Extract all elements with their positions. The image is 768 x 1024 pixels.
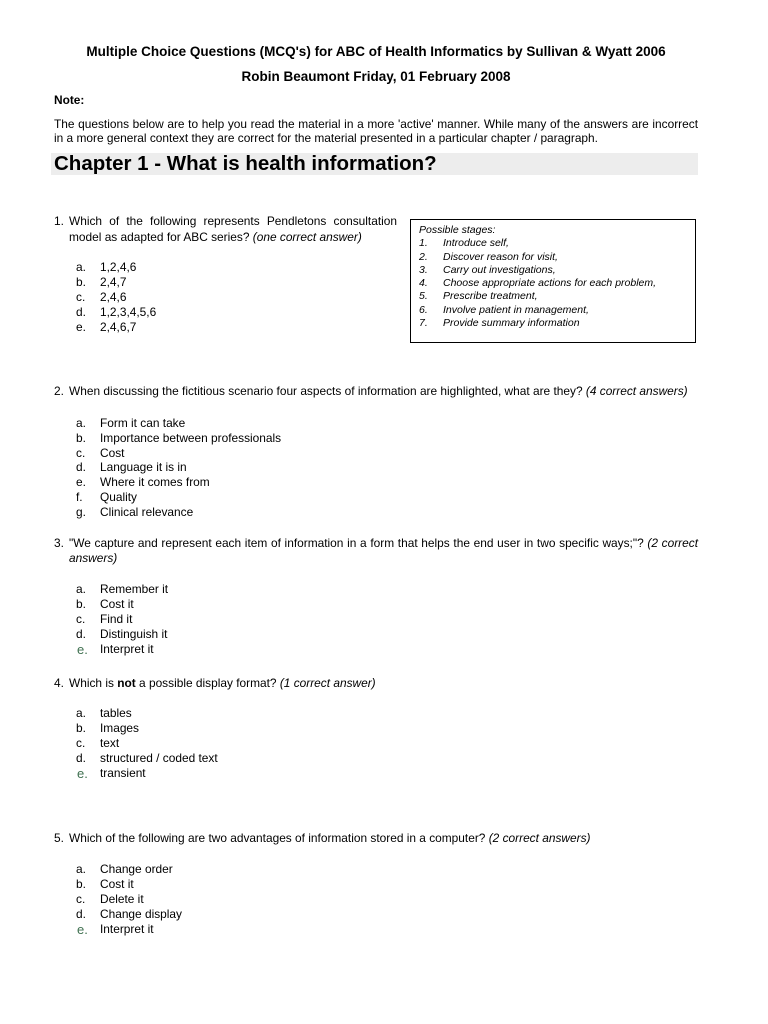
option-text: transient bbox=[100, 766, 146, 780]
option-item bbox=[54, 597, 374, 612]
options-list bbox=[54, 862, 374, 937]
option-letter: a. bbox=[76, 260, 86, 274]
question-5 bbox=[54, 830, 698, 846]
question-text-block bbox=[54, 536, 698, 566]
option-item bbox=[54, 416, 374, 431]
chapter-heading: Chapter 1 - What is health information? bbox=[54, 152, 437, 175]
option-text: Interpret it bbox=[100, 642, 154, 656]
option-item bbox=[54, 862, 374, 877]
question-number: 4. bbox=[54, 676, 64, 690]
option-letter: c. bbox=[76, 612, 86, 626]
author-date-line: Robin Beaumont Friday, 01 February 2008 bbox=[241, 69, 511, 84]
stage-item bbox=[419, 290, 687, 303]
stage-item bbox=[419, 304, 687, 317]
question-text: Which is bbox=[69, 676, 118, 690]
question-text-block bbox=[54, 383, 698, 399]
option-text: tables bbox=[100, 706, 132, 720]
option-text: 1,2,4,6 bbox=[100, 260, 137, 274]
stage-item bbox=[419, 251, 687, 264]
possible-stages-heading: Possible stages: bbox=[419, 224, 496, 236]
option-item bbox=[54, 431, 374, 446]
stage-item bbox=[419, 277, 687, 290]
option-item bbox=[54, 892, 374, 907]
option-letter: c. bbox=[76, 892, 86, 906]
option-item bbox=[54, 320, 374, 335]
option-item bbox=[54, 907, 374, 922]
stage-number: 2. bbox=[419, 250, 428, 263]
option-text: Change order bbox=[100, 862, 173, 876]
question-2 bbox=[54, 383, 698, 399]
option-letter: b. bbox=[76, 275, 86, 289]
option-item bbox=[54, 490, 374, 505]
question-number: 5. bbox=[54, 831, 64, 845]
stage-item bbox=[419, 317, 687, 330]
question-4 bbox=[54, 675, 698, 691]
option-text: Language it is in bbox=[100, 460, 187, 475]
option-letter: e. bbox=[77, 766, 88, 781]
option-text: Importance between professionals bbox=[100, 430, 282, 445]
answer-count-hint: (4 correct answers) bbox=[585, 384, 688, 398]
options-list bbox=[54, 582, 374, 657]
option-text: Remember it bbox=[100, 582, 169, 596]
option-item bbox=[54, 627, 374, 642]
option-item bbox=[54, 475, 374, 490]
option-letter: f. bbox=[76, 489, 83, 504]
option-item bbox=[54, 642, 374, 657]
option-text: 2,4,7 bbox=[100, 275, 127, 289]
option-letter: a. bbox=[76, 416, 86, 430]
option-letter: e. bbox=[76, 475, 86, 490]
option-item bbox=[54, 612, 374, 627]
answer-count-hint: (2 correct answers) bbox=[69, 536, 699, 565]
option-text: Cost it bbox=[100, 597, 134, 611]
option-item bbox=[54, 505, 374, 520]
note-text: The questions below are to help you read the material in a more 'active' manner. While many of the answers are incorrect in a more general context they are correct for the material presented in a particular chapter / paragraph. bbox=[54, 117, 698, 145]
option-letter: a. bbox=[76, 582, 86, 596]
question-3 bbox=[54, 536, 698, 566]
stage-text: Discover reason for visit, bbox=[443, 250, 558, 263]
question-number: 1. bbox=[54, 214, 64, 228]
stage-number: 1. bbox=[419, 237, 428, 250]
option-letter: a. bbox=[76, 706, 86, 720]
option-letter: b. bbox=[76, 597, 86, 611]
stage-number: 4. bbox=[419, 277, 428, 290]
stage-text: Choose appropriate actions for each problem, bbox=[443, 277, 657, 290]
answer-count-hint: (one correct answer) bbox=[252, 230, 362, 244]
note-label: Note: bbox=[54, 93, 85, 107]
option-item bbox=[54, 446, 374, 461]
stage-item bbox=[419, 264, 687, 277]
chapter-heading-bar bbox=[51, 153, 698, 175]
stage-text: Involve patient in management, bbox=[443, 303, 589, 316]
option-text: 2,4,6 bbox=[100, 290, 127, 304]
options-list bbox=[54, 706, 374, 781]
option-text: Delete it bbox=[100, 892, 144, 906]
option-letter: b. bbox=[76, 721, 86, 735]
question-text-block bbox=[54, 830, 698, 846]
stage-number: 7. bbox=[419, 317, 428, 330]
stage-text: Provide summary information bbox=[443, 317, 580, 330]
option-text: Change display bbox=[100, 907, 182, 921]
question-text: a possible display format? bbox=[135, 676, 277, 690]
option-text: Where it comes from bbox=[100, 475, 210, 490]
option-item bbox=[54, 706, 374, 721]
option-letter: c. bbox=[76, 445, 86, 460]
question-text-block bbox=[54, 213, 397, 245]
option-item bbox=[54, 766, 374, 781]
option-letter: d. bbox=[76, 751, 86, 765]
option-item bbox=[54, 305, 374, 320]
stage-item bbox=[419, 237, 687, 250]
question-number: 3. bbox=[54, 536, 64, 550]
stage-number: 3. bbox=[419, 263, 428, 276]
option-item bbox=[54, 260, 374, 275]
option-item bbox=[54, 275, 374, 290]
option-letter: d. bbox=[76, 907, 86, 921]
question-1 bbox=[54, 213, 397, 245]
option-item bbox=[54, 751, 374, 766]
option-text: structured / coded text bbox=[100, 751, 218, 765]
stage-text: Carry out investigations, bbox=[443, 263, 556, 276]
answer-count-hint: (2 correct answers) bbox=[488, 831, 591, 845]
stage-text: Introduce self, bbox=[443, 237, 509, 250]
option-letter: e. bbox=[76, 320, 86, 334]
option-item bbox=[54, 721, 374, 736]
question-text: When discussing the fictitious scenario four aspects of information are highlighted, what are they? bbox=[69, 384, 583, 398]
option-item bbox=[54, 582, 374, 597]
options-list bbox=[54, 416, 374, 520]
question-emphasis: not bbox=[117, 676, 136, 690]
question-text: Which of the following are two advantages of information stored in a computer? bbox=[69, 831, 486, 845]
option-item bbox=[54, 460, 374, 475]
option-text: 1,2,3,4,5,6 bbox=[100, 305, 157, 319]
option-text: Cost bbox=[100, 445, 125, 460]
option-letter: d. bbox=[76, 627, 86, 641]
options-list bbox=[54, 260, 374, 335]
option-text: Interpret it bbox=[100, 922, 154, 936]
option-text: Find it bbox=[100, 612, 133, 626]
question-text-block bbox=[54, 675, 698, 691]
option-letter: d. bbox=[76, 305, 86, 319]
question-number: 2. bbox=[54, 384, 64, 398]
option-letter: d. bbox=[76, 460, 86, 475]
option-letter: b. bbox=[76, 877, 86, 891]
option-letter: b. bbox=[76, 430, 86, 445]
stage-number: 6. bbox=[419, 303, 428, 316]
option-text: Quality bbox=[100, 489, 138, 504]
option-item bbox=[54, 877, 374, 892]
option-item bbox=[54, 922, 374, 937]
option-letter: e. bbox=[77, 642, 88, 657]
option-text: Form it can take bbox=[100, 416, 186, 430]
option-text: Distinguish it bbox=[100, 627, 168, 641]
option-text: text bbox=[100, 736, 120, 750]
option-letter: g. bbox=[76, 504, 86, 519]
option-letter: e. bbox=[77, 922, 88, 937]
question-text: "We capture and represent each item of information in a form that helps the end user in two specific ways;"? bbox=[69, 536, 644, 550]
option-item bbox=[54, 736, 374, 751]
stage-text: Prescribe treatment, bbox=[443, 290, 538, 303]
document-title: Multiple Choice Questions (MCQ's) for ABC of Health Informatics by Sullivan & Wyatt 2006 bbox=[86, 44, 666, 59]
question-text: Which of the following represents Pendletons consultation model as adapted for ABC series? bbox=[69, 214, 397, 244]
option-letter: a. bbox=[76, 862, 86, 876]
option-text: Clinical relevance bbox=[100, 504, 194, 519]
option-letter: c. bbox=[76, 736, 86, 750]
option-text: 2,4,6,7 bbox=[100, 320, 137, 334]
answer-count-hint: (1 correct answer) bbox=[279, 676, 376, 690]
option-letter: c. bbox=[76, 290, 86, 304]
stage-number: 5. bbox=[419, 290, 428, 303]
option-text: Cost it bbox=[100, 877, 134, 891]
possible-stages-box bbox=[410, 219, 696, 343]
option-item bbox=[54, 290, 374, 305]
option-text: Images bbox=[100, 721, 139, 735]
